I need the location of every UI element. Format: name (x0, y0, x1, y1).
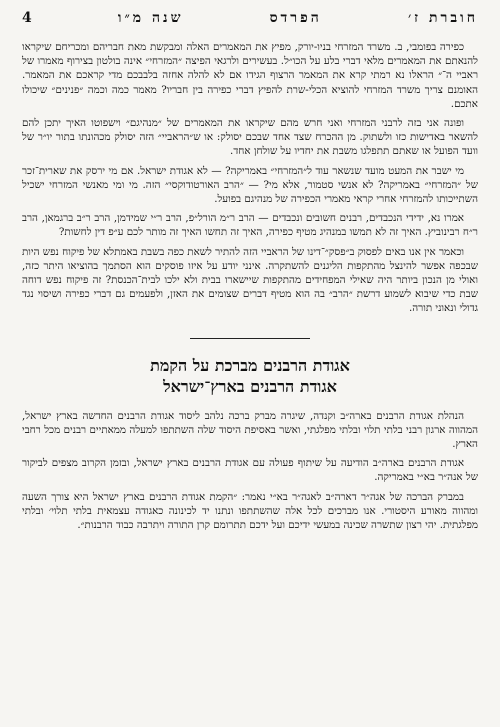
journal-title: הפרדס (269, 10, 322, 26)
section-divider (190, 338, 310, 339)
article-paragraph: וכאמר אין אנו באים לפסוק ב״פסק״־דינו של הראביי הזה להתיר לשאת כפה בשבת באמתלא של פיקוח נפש היות שבכפה אפשר להינצל מהתקפות הליגנים להשתקרה. אינני יודע על איזו פוסקים הוא הסתמך בהוציאו היתר כזה, ואולי מן הנכון ביותר היה שאילי המפחידים מהתקפות שיישארו בבית ולא ילכו לבית־הכנסת? זה פיקוח נפש דוחה שבת כדי שיבוא לשמוע דרשת ״הרב״ בה הוא מטיף דברים שצומים את האזן, ולפעמים גם דברי כפירה ושיסוי נגד גדולי ונאוני תורה. (22, 245, 478, 315)
article-paragraph: כפירה בפומבי, ב. משרד המזרחי בניו-יורק, מפיץ את המאמרים האלה ומבקשת מאת חבריהם ומכריחם שיקראו להנאתם את המאמרים מלאי דברי בלע על הכו״ל. בעשירים ולרגאי הפיצה ״המזרחי״ אינה בולטון בצירוף מאמרו של ראביי ה־״ הראלו נא רמתי קרא את המאמר הרצוף הגידו אם לא להלה אחזה בלבבכם מדי קראכם את המאמר. האומנם צריך משרד המזרחי להוציא הכלי-שרת להפיץ דברי כפירה בין חבריו? מאמר כמה וכמה ״פנינים״ שיכולו אתכם. (22, 41, 478, 110)
journal-year: שנה מ״ו (117, 10, 184, 26)
article-paragraph: אמרו נא, ידידי הנכבדים, רבנים חשובים ונכבדים — הרב ר״מ הורל״פ, הרב ר״י שמידמן, הרב ר״ב ברגמאן, הרב ר״ח רבינוביץ. האיך זה לא תמשו במנהיג מטיף כפירה, האיך זה תחשו האיך זה מותר לכם ע״פ דין לחשות? (22, 212, 478, 239)
article-paragraph: ופונה אני בזה לרבני המזרחי ואני חרש מהם שיקראו את המאמרים של ״מנהיגם״ וישפוטו האיך יתכן להם להשאר באדישות כזו ולשתוק. מן ההכרח שצד אחד שבכם יסולק: או ש״הראביי״ הזה יסולק מכהונתו בתור יו״ר של וועד הפועל או שאתם תתפלגו משבת את יחדיו על שולחן אחד. (22, 117, 478, 158)
running-head (22, 10, 478, 32)
section (22, 355, 478, 533)
section-subtitle: אגודת הרבנים בארץ־ישראל (163, 376, 337, 396)
article-paragraph: מי ישבר את המעט מועד שנשאר עוד ל״המזרחי״ באמריקה? — לא אגודת ישראל. אם מי ירסק את שארית־זכר של ״המזרחי״ באמריקה? לא אנשי סטמור, אלא מי? — ״הרב האורטודוקסי״ הזה. מי ומי מאנשי המזרחי ישכיל השתייכותו להמזרחי אחרי קראי מאמרי הכפירה של מנהיגם בפועל. (22, 164, 478, 206)
section-title: אגודת הרבנים מברכת על הקמת (150, 355, 350, 375)
article-body (22, 40, 478, 316)
section-paragraph: במברק הברכה של אגה״ר דארה״ב לאגה״ר בא״י נאמר: ״הקמת אגודת הרבנים בארץ ישראל היא צורך השעה ומהווה מאורע היסטורי. אנו מברכים לכל אלה שהשתתפו ונתנו יד לכינונה כאגודה עצמאית בלתי תלוי׳ ובלתי מפלגתית. יהי רצון שתשרה שכינה במעשי ידיכם ועל ידכם תתרומם קרן התורה ויתרבה כבוד הרבנות״. (22, 490, 478, 532)
section-paragraph: הנהלת אגודת הרבנים בארה״ב וקנדה, שיגרה מברק ברכה נלהב ליסוד אגודת הרבנים החדשה בארץ ישראל, המהווה ארגון רבני בלתי תלוי ובלתי מפלגתי, ואשר באסיפת היסוד שלה השתתפו למעלה ממאתיים רבנים מכל רחבי הארץ. (22, 409, 478, 451)
page-number: 4 (22, 10, 32, 26)
journal-issue: חוברת ז׳ (407, 10, 478, 26)
section-paragraph: אגודת הרבנים בארה״ב הודיעה על שיתוף פעולה עם אגודת הרבנים בארץ ישראל, ובזמן הקרוב מצפים לביקור של אנה״ר בא״י באמריקה. (22, 457, 478, 484)
